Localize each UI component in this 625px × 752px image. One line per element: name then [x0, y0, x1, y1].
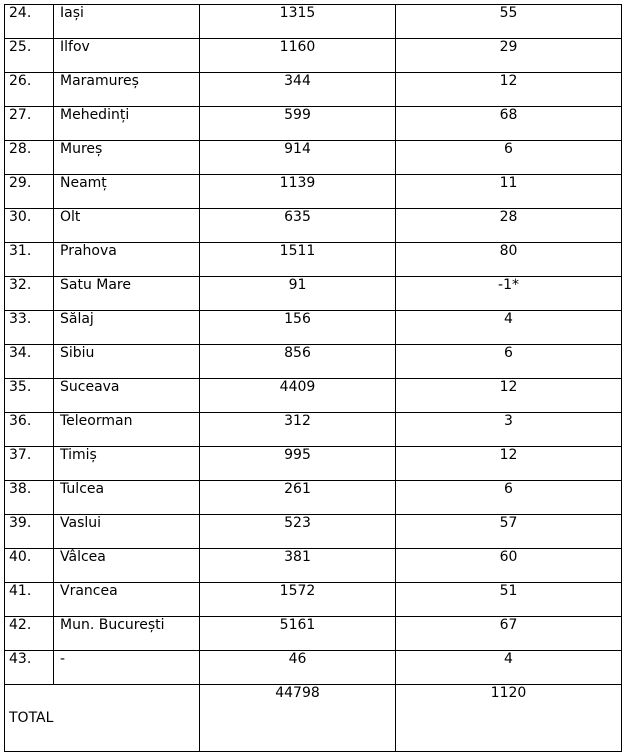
change-value: 80 — [396, 243, 622, 277]
cases-value: 381 — [200, 549, 396, 583]
row-number: 39. — [5, 515, 54, 549]
table-row — [5, 175, 622, 209]
county-name: Tulcea — [54, 481, 200, 515]
row-number: 31. — [5, 243, 54, 277]
change-value: 60 — [396, 549, 622, 583]
cases-value: 312 — [200, 413, 396, 447]
change-value: 3 — [396, 413, 622, 447]
county-name: Neamț — [54, 175, 200, 209]
cases-value: 1160 — [200, 39, 396, 73]
table-row — [5, 209, 622, 243]
cases-value: 91 — [200, 277, 396, 311]
table-row — [5, 379, 622, 413]
change-value: 4 — [396, 651, 622, 685]
row-number: 24. — [5, 5, 54, 39]
change-value: 11 — [396, 175, 622, 209]
change-value: 12 — [396, 73, 622, 107]
change-value: -1* — [396, 277, 622, 311]
table-body — [5, 5, 622, 752]
county-name: Vaslui — [54, 515, 200, 549]
change-value: 12 — [396, 379, 622, 413]
row-number: 32. — [5, 277, 54, 311]
county-name: Iași — [54, 5, 200, 39]
change-value: 28 — [396, 209, 622, 243]
table-row — [5, 243, 622, 277]
cases-value: 1139 — [200, 175, 396, 209]
change-value: 6 — [396, 481, 622, 515]
change-value: 55 — [396, 5, 622, 39]
cases-value: 344 — [200, 73, 396, 107]
table-row — [5, 311, 622, 345]
row-number: 38. — [5, 481, 54, 515]
row-number: 30. — [5, 209, 54, 243]
row-number: 41. — [5, 583, 54, 617]
table-row — [5, 447, 622, 481]
change-value: 67 — [396, 617, 622, 651]
change-value: 12 — [396, 447, 622, 481]
cases-value: 1511 — [200, 243, 396, 277]
row-number: 40. — [5, 549, 54, 583]
cases-value: 914 — [200, 141, 396, 175]
table-row — [5, 73, 622, 107]
table-row — [5, 277, 622, 311]
row-number: 27. — [5, 107, 54, 141]
change-value: 6 — [396, 141, 622, 175]
cases-value: 1572 — [200, 583, 396, 617]
county-name: Olt — [54, 209, 200, 243]
total-label: TOTAL — [5, 685, 200, 752]
county-name: Teleorman — [54, 413, 200, 447]
row-number: 37. — [5, 447, 54, 481]
row-number: 28. — [5, 141, 54, 175]
county-name: Satu Mare — [54, 277, 200, 311]
row-number: 35. — [5, 379, 54, 413]
table-row — [5, 345, 622, 379]
cases-value: 856 — [200, 345, 396, 379]
total-change: 1120 — [396, 685, 622, 752]
county-cases-table — [4, 4, 622, 752]
change-value: 4 — [396, 311, 622, 345]
county-name: Vâlcea — [54, 549, 200, 583]
table-row — [5, 515, 622, 549]
cases-value: 995 — [200, 447, 396, 481]
county-name: Vrancea — [54, 583, 200, 617]
table-row — [5, 39, 622, 73]
county-name: Mureș — [54, 141, 200, 175]
row-number: 34. — [5, 345, 54, 379]
cases-value: 4409 — [200, 379, 396, 413]
county-name: Maramureș — [54, 73, 200, 107]
total-row — [5, 685, 622, 752]
county-name: - — [54, 651, 200, 685]
county-name: Prahova — [54, 243, 200, 277]
row-number: 26. — [5, 73, 54, 107]
row-number: 42. — [5, 617, 54, 651]
change-value: 29 — [396, 39, 622, 73]
cases-value: 1315 — [200, 5, 396, 39]
county-name: Suceava — [54, 379, 200, 413]
total-cases: 44798 — [200, 685, 396, 752]
row-number: 33. — [5, 311, 54, 345]
change-value: 68 — [396, 107, 622, 141]
table-row — [5, 107, 622, 141]
table-row — [5, 413, 622, 447]
cases-value: 156 — [200, 311, 396, 345]
change-value: 57 — [396, 515, 622, 549]
cases-value: 46 — [200, 651, 396, 685]
table-row — [5, 141, 622, 175]
cases-value: 5161 — [200, 617, 396, 651]
table-row — [5, 549, 622, 583]
row-number: 36. — [5, 413, 54, 447]
county-name: Sibiu — [54, 345, 200, 379]
county-name: Timiș — [54, 447, 200, 481]
county-name: Ilfov — [54, 39, 200, 73]
change-value: 51 — [396, 583, 622, 617]
cases-value: 261 — [200, 481, 396, 515]
row-number: 43. — [5, 651, 54, 685]
table-row — [5, 5, 622, 39]
county-name: Mun. București — [54, 617, 200, 651]
table-row — [5, 651, 622, 685]
row-number: 29. — [5, 175, 54, 209]
cases-value: 599 — [200, 107, 396, 141]
cases-value: 635 — [200, 209, 396, 243]
row-number: 25. — [5, 39, 54, 73]
cases-value: 523 — [200, 515, 396, 549]
county-name: Sălaj — [54, 311, 200, 345]
county-name: Mehedinți — [54, 107, 200, 141]
table-row — [5, 617, 622, 651]
table-row — [5, 583, 622, 617]
table-row — [5, 481, 622, 515]
change-value: 6 — [396, 345, 622, 379]
